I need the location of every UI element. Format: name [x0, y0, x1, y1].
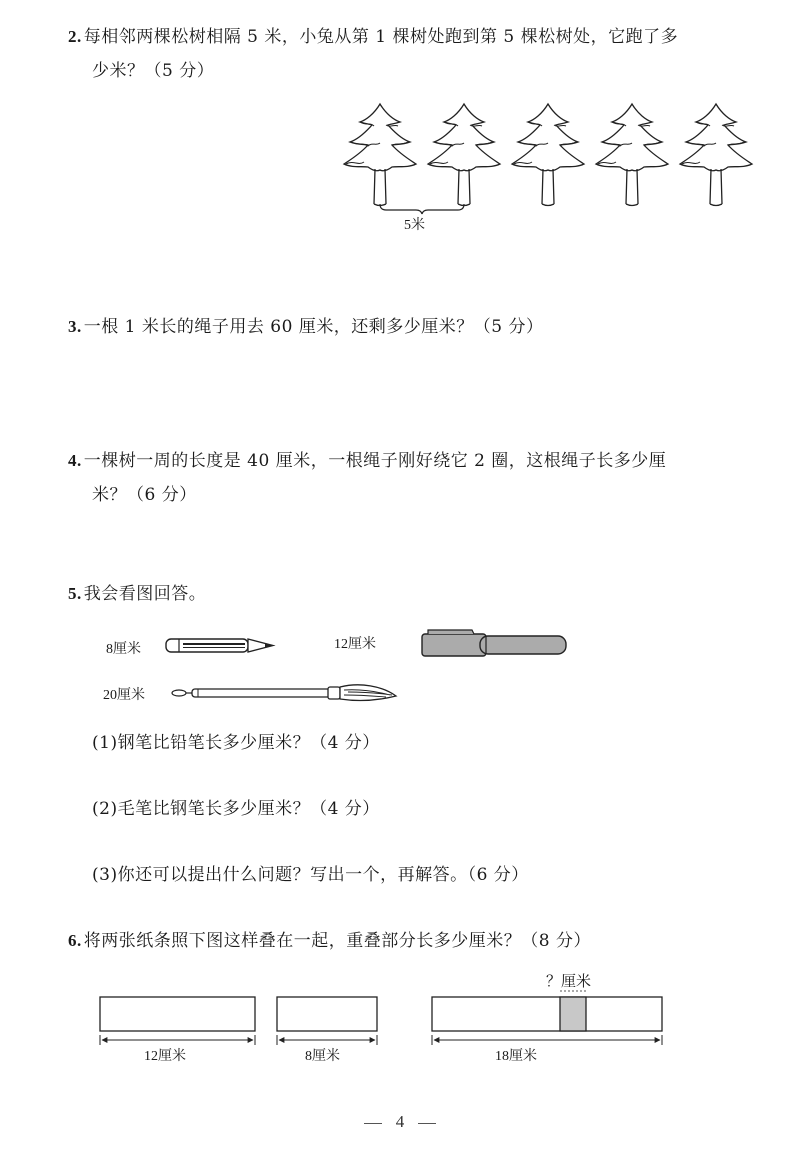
question-2	[68, 20, 678, 54]
question-4	[68, 444, 666, 478]
brush-length-label: 20厘米	[103, 688, 145, 703]
paper-strip-8cm	[277, 997, 377, 1031]
pine-tree-3	[512, 104, 584, 206]
overlap-region	[560, 997, 586, 1031]
pine-tree-5	[680, 104, 752, 206]
pine-tree-2	[428, 104, 500, 206]
question-number: 2 .	[68, 27, 82, 46]
page-number: 4	[395, 1112, 405, 1131]
distance-brace	[380, 204, 464, 214]
question-5-sub1: (1)钢笔比铅笔长多少厘米？（4 分）	[92, 733, 380, 753]
overlap-label: ？厘米	[546, 974, 592, 990]
page-footer	[0, 1112, 800, 1132]
pencil-icon	[165, 636, 280, 656]
question-text: 一根 1 米长的绳子用去 60 厘米，还剩多少厘米？（5 分）	[83, 317, 544, 337]
writing-brush-icon	[170, 680, 400, 708]
question-text: 我会看图回答。	[83, 584, 207, 604]
question-text: 将两张纸条照下图这样叠在一起，重叠部分长多少厘米？（8 分）	[83, 931, 591, 951]
paper-strip-12cm	[100, 997, 255, 1031]
question-6	[68, 924, 591, 958]
pen-length-label: 12厘米	[334, 637, 376, 652]
strip-8cm-label: 8厘米	[305, 1049, 340, 1064]
distance-label: 5米	[404, 218, 425, 233]
fountain-pen-icon	[420, 626, 575, 660]
question-5	[68, 577, 206, 611]
pencil-length-label: 8厘米	[106, 642, 141, 657]
question-3	[68, 310, 544, 344]
question-number: 4 .	[68, 451, 82, 470]
question-4-line2: 米？（6 分）	[92, 485, 197, 505]
pine-tree-4	[596, 104, 668, 206]
pine-tree-1	[344, 104, 416, 206]
combined-strip	[432, 997, 662, 1031]
combined-strip-label: 18厘米	[495, 1049, 537, 1064]
question-5-sub3: (3)你还可以提出什么问题？写出一个，再解答。（6 分）	[92, 865, 529, 885]
strip-12cm-label: 12厘米	[144, 1049, 186, 1064]
question-5-sub2: (2)毛笔比钢笔长多少厘米？（4 分）	[92, 799, 380, 819]
question-number: 6 .	[68, 931, 82, 950]
question-text-line1: 每相邻两棵松树相隔 5 米，小兔从第 1 棵树处跑到第 5 棵松树处，它跑了多	[83, 27, 679, 47]
question-number: 3 .	[68, 317, 82, 336]
question-text-line1: 一棵树一周的长度是 40 厘米，一根绳子刚好绕它 2 圈，这根绳子长多少厘	[83, 451, 667, 471]
question-number: 5 .	[68, 584, 82, 603]
question-2-line2: 少米？（5 分）	[92, 61, 215, 81]
